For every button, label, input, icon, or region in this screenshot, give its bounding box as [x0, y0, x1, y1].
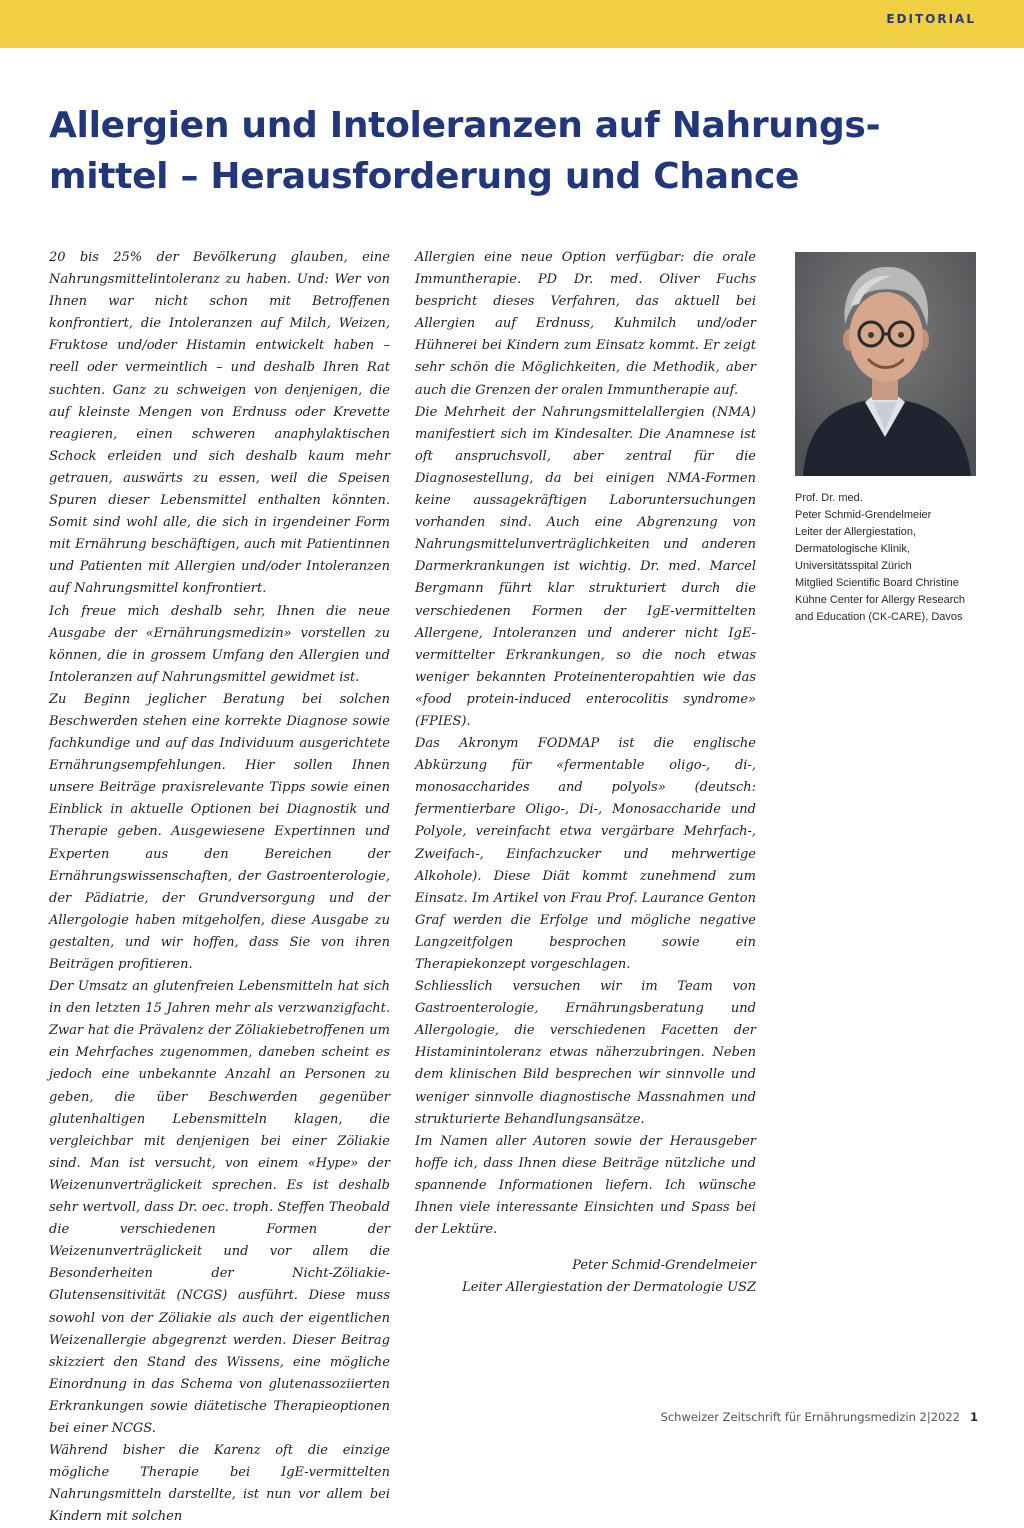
caption-line: Dermatologische Klinik,: [795, 543, 910, 555]
caption-line: Prof. Dr. med.: [795, 492, 863, 504]
body-column-2: [415, 247, 756, 1299]
page-number: 1: [969, 1410, 978, 1424]
caption-line: Peter Schmid-Grendelmeier: [795, 509, 932, 521]
caption-line: Leiter der Allergiestation,: [795, 526, 917, 538]
caption-line: Universitätsspital Zürich: [795, 560, 912, 572]
author-portrait-icon: [795, 252, 976, 476]
paragraph: Das Akronym FODMAP ist die englische Abkürzung für «fermentable oligo-, di-, monosaccharides and polyols» (deutsch: fermentierbare Oligo-, Di-, Monosaccharide und Polyole, vereinfacht etwa vergärbare Mehrfach-, Zweifach-, Einfachzucker und mehrwertige Alkohole). Diese Diät kommt zunehmend zum Einsatz. Im Artikel von Frau Prof. Laurance Genton Graf werden die Erfolge und mögliche negative Langzeitfolgen besprochen sowie ein Therapiekonzept vorgeschlagen.: [415, 736, 756, 972]
signature: [415, 1255, 756, 1299]
paragraph: Schliesslich versuchen wir im Team von Gastroenterologie, Ernährungsberatung und Allergologie, die verschiedenen Facetten der Histaminintoleranz etwas näherzubringen. Neben dem klinischen Bild besprechen wir sinnvolle und weniger sinnvolle diagnostische Massnahmen und strukturierte Behandlungsansätze.: [415, 979, 756, 1127]
author-caption: [795, 490, 995, 626]
paragraph: Während bisher die Karenz oft die einzige mögliche Therapie bei IgE-vermittelten Nahrungsmitteln darstellte, ist nun vor allem bei Kindern mit solchen: [49, 1443, 390, 1525]
journal-name: Schweizer Zeitschrift für Ernährungsmedizin 2|2022: [660, 1410, 960, 1424]
paragraph: Zu Beginn jeglicher Beratung bei solchen Beschwerden stehen eine korrekte Diagnose sowie fachkundige und auf das Individuum ausgerichtete Ernährungsempfehlungen. Hier sollen Ihnen unsere Beiträge praxisrelevante Tipps sowie einen Einblick in aktuelle Optionen bei Diagnostik und Therapie geben. Ausgewiesene Expertinnen und Experten aus den Bereichen der Ernährungswissenschaften, der Gastroenterologie, der Pädiatrie, der Grundversorgung und der Allergologie haben mitgeholfen, diese Ausgabe zu gestalten, und wir hoffen, dass Sie von ihren Beiträgen profitieren.: [49, 691, 390, 972]
signature-role: Leiter Allergiestation der Dermatologie USZ: [462, 1280, 756, 1296]
paragraph: Im Namen aller Autoren sowie der Herausgeber hoffe ich, dass Ihnen diese Beiträge nützliche und spannende Informationen liefern. Ich wünsche Ihnen viele interessante Einsichten und Spass bei der Lektüre.: [415, 1133, 756, 1238]
title-line-2: mittel – Herausforderung und Chance: [49, 156, 800, 197]
signature-name: Peter Schmid-Grendelmeier: [572, 1258, 756, 1274]
caption-line: Kühne Center for Allergy Research: [795, 594, 965, 606]
title-line-1: Allergien und Intoleranzen auf Nahrungs-: [49, 105, 881, 146]
body-column-1: [49, 247, 390, 1528]
paragraph: Der Umsatz an glutenfreien Lebensmitteln hat sich in den letzten 15 Jahren mehr als verzwanzigfacht. Zwar hat die Prävalenz der Zöliakiebetroffenen um ein Mehrfaches zugenommen, daneben scheint es jedoch eine unbekannte Anzahl an Personen zu geben, die über Beschwerden gegenüber glutenhaltigen Lebensmitteln klagen, die vergleichbar mit denjenigen bei einer Zöliakie sind. Man ist versucht, von einem «Hype» der Weizenunverträglickeit sprechen. Es ist deshalb sehr wertvoll, dass Dr. oec. troph. Steffen Theobald die verschiedenen Formen der Weizenunverträglickeit und vor allem die Besonderheiten der Nicht-Zöliakie-Glutensensitivität (NCGS) ausführt. Diese muss sowohl von der Zöliakie als auch der eigentlichen Weizenallergie abgegrenzt werden. Dieser Beitrag skizziert den Stand des Wissens, eine mögliche Einordnung in das Schema von glutenassoziierten Erkrankungen sowie diätetische Therapieoptionen bei einer NCGS.: [49, 979, 390, 1436]
page-footer: [661, 1410, 978, 1424]
paragraph: 20 bis 25% der Bevölkerung glauben, eine Nahrungsmittelintoleranz zu haben. Und: Wer von Ihnen war nicht schon mit Betroffenen konfrontiert, die Intoleranzen auf Milch, Weizen, Fruktose und/oder Histamin entwickelt haben – reell oder vermeintlich – und deshalb Ihren Rat suchten. Ganz zu schweigen von denjenigen, die auf kleinste Mengen von Erdnuss oder Krevette reagieren, einen schweren anaphylaktischen Schock erleiden und sich deshalb kaum mehr getrauen, auswärts zu essen, weil die Speisen Spuren dieser Lebensmittel enthalten könnten. Somit sind wohl alle, die sich in irgendeiner Form mit Ernährung beschäftigen, auch mit Patientinnen und Patienten mit Allergien und/oder Intoleranzen auf Nahrungsmittel konfrontiert.: [49, 250, 390, 597]
article-title: [49, 100, 949, 202]
paragraph: Allergien eine neue Option verfügbar: die orale Immuntherapie. PD Dr. med. Oliver Fuchs bespricht dieses Verfahren, das aktuell bei Allergien auf Erdnuss, Kuhmilch und/oder Hühnerei bei Kindern zum Einsatz kommt. Er zeigt sehr schön die Möglichkeiten, die Methodik, aber auch die Grenzen der oralen Immuntherapie auf.: [415, 250, 756, 398]
paragraph: Ich freue mich deshalb sehr, Ihnen die neue Ausgabe der «Ernährungsmedizin» vorstellen zu können, die in grossem Umfang den Allergien und Intoleranzen auf Nahrungsmittel gewidmet ist.: [49, 603, 390, 685]
section-label: EDITORIAL: [886, 12, 976, 26]
paragraph: Die Mehrheit der Nahrungsmittelallergien (NMA) manifestiert sich im Kindesalter. Die Anamnese ist oft anspruchsvoll, aber zentral für die Diagnosestellung, da bei einigen NMA-Formen keine aussagekräftigen Laboruntersuchungen vorhanden sind. Auch eine Abgrenzung von Nahrungsmittelunverträglichkeiten und anderen Darmerkrankungen ist wichtig. Dr. med. Marcel Bergmann führt klar strukturiert durch die verschiedenen Formen der IgE-vermittelten Allergene, Intoleranzen und anderer nicht IgE-vermittelter Erkrankungen, so die noch etwas weniger bekannten Proteinenteropahtien wie das «food protein-induced enterocolitis syndrome» (FPIES).: [415, 404, 756, 729]
header-bar: [0, 0, 1024, 48]
caption-line: Mitglied Scientific Board Christine: [795, 577, 959, 589]
caption-line: and Education (CK-CARE), Davos: [795, 611, 963, 623]
